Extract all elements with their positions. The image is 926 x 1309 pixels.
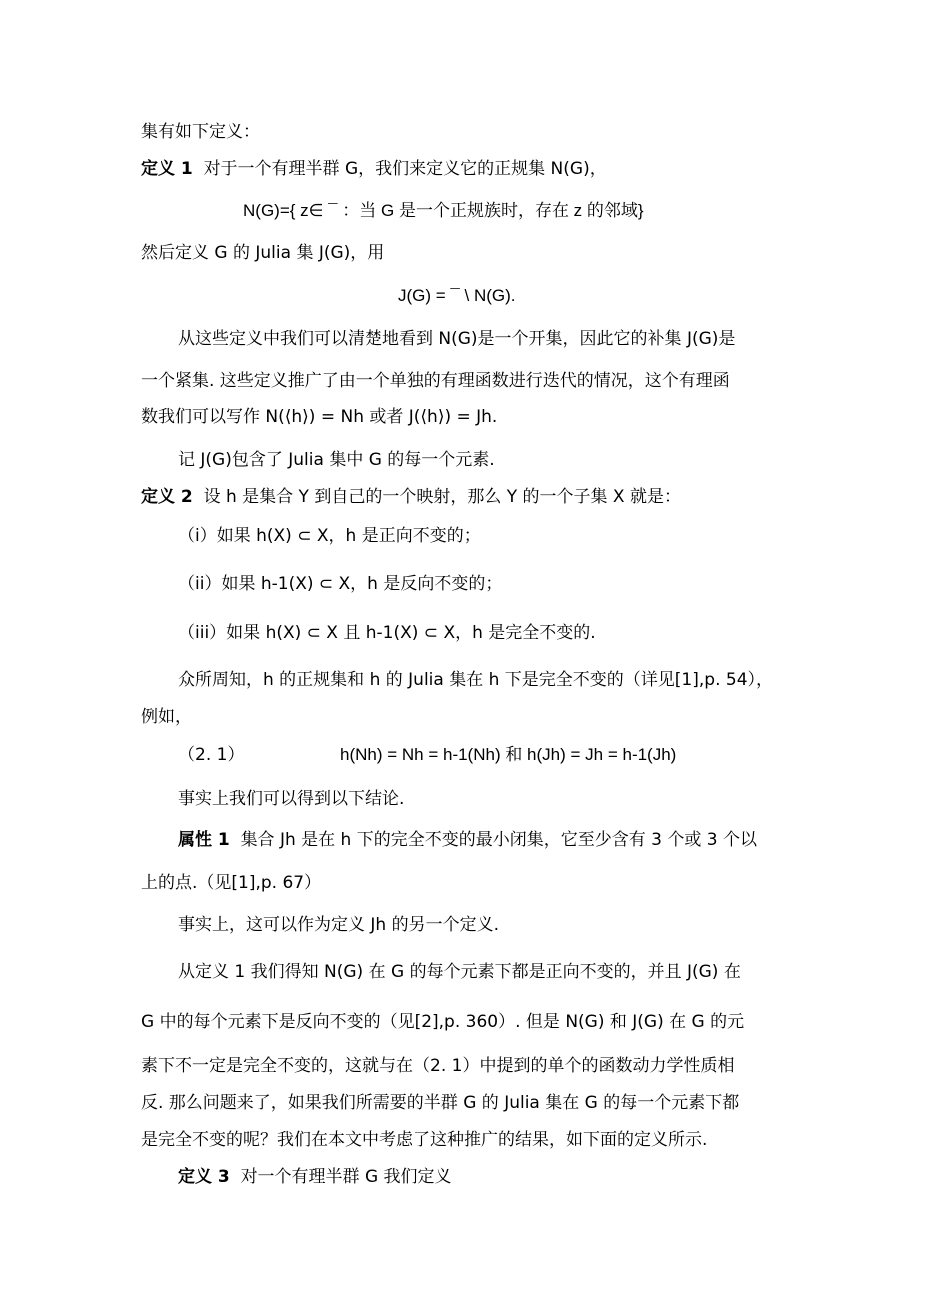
property-label: 属性 1 [178, 830, 230, 850]
property-text: 集合 Jh 是在 h 下的完全不变的最小闭集，它至少含有 3 个或 3 个以 [240, 830, 757, 850]
text-line: 例如， [141, 707, 192, 727]
definition-label: 定义 1 [141, 159, 193, 179]
equation-invariance: h(Nh) = Nh = h-1(Nh) 和 h(Jh) = Jh = h-1(Jh) [340, 745, 677, 764]
definition-1 [141, 157, 607, 181]
property-1 [178, 828, 757, 852]
list-item: （i）如果 h(X) ⊂ X，h 是正向不变的； [178, 526, 481, 546]
equation-normal-set: N(G)={ z∈ ¯ ：当 G 是一个正规族时，存在 z 的邻域} [243, 201, 644, 220]
text-line: 上的点.（见[1],p. 67） [141, 873, 322, 893]
text-line: 然后定义 G 的 Julia 集 J(G)，用 [141, 243, 385, 263]
text-line: 事实上我们可以得到以下结论. [178, 789, 405, 809]
definition-3 [178, 1165, 452, 1189]
text-line: 素下不一定是完全不变的，这就与在（2. 1）中提到的单个的函数动力学性质相 [141, 1056, 735, 1076]
equation-julia-set: J(G) = ¯ \ N(G). [398, 286, 516, 305]
list-item: （ii）如果 h-1(X) ⊂ X，h 是反向不变的； [178, 574, 503, 594]
text-line: 反. 那么问题来了，如果我们所需要的半群 G 的 Julia 集在 G 的每一个元素下都 [141, 1093, 740, 1113]
text-line: 从定义 1 我们得知 N(G) 在 G 的每个元素下都是正向不变的，并且 J(G) 在 [178, 962, 741, 982]
text-line: 是完全不变的呢？我们在本文中考虑了这种推广的结果，如下面的定义所示. [141, 1130, 708, 1150]
equation-tag: （2. 1） [178, 745, 245, 765]
text-line: 众所周知，h 的正规集和 h 的 Julia 集在 h 下是完全不变的（详见[1],p. 54）， [178, 670, 774, 690]
list-item: （iii）如果 h(X) ⊂ X 且 h-1(X) ⊂ X，h 是完全不变的. [178, 623, 596, 643]
text-line: 事实上，这可以作为定义 Jh 的另一个定义. [178, 915, 499, 935]
definition-2 [141, 485, 681, 509]
text-line: 从这些定义中我们可以清楚地看到 N(G)是一个开集，因此它的补集 J(G)是 [178, 329, 736, 349]
definition-label: 定义 2 [141, 487, 193, 507]
text-line: 集有如下定义： [141, 122, 260, 142]
text-line: G 中的每个元素下是反向不变的（见[2],p. 360）. 但是 N(G) 和 J(G) 在 G 的元 [141, 1012, 745, 1032]
text-line: 一个紧集. 这些定义推广了由一个单独的有理函数进行迭代的情况，这个有理函 [141, 371, 730, 391]
definition-text: 对于一个有理半群 G，我们来定义它的正规集 N(G)， [203, 159, 607, 179]
definition-text: 对一个有理半群 G 我们定义 [240, 1167, 452, 1187]
definition-text: 设 h 是集合 Y 到自己的一个映射，那么 Y 的一个子集 X 就是： [203, 487, 681, 507]
definition-label: 定义 3 [178, 1167, 230, 1187]
text-line: 数我们可以写作 N(⟨h⟩) = Nh 或者 J(⟨h⟩) = Jh. [141, 407, 498, 427]
text-line: 记 J(G)包含了 Julia 集中 G 的每一个元素. [178, 450, 495, 470]
